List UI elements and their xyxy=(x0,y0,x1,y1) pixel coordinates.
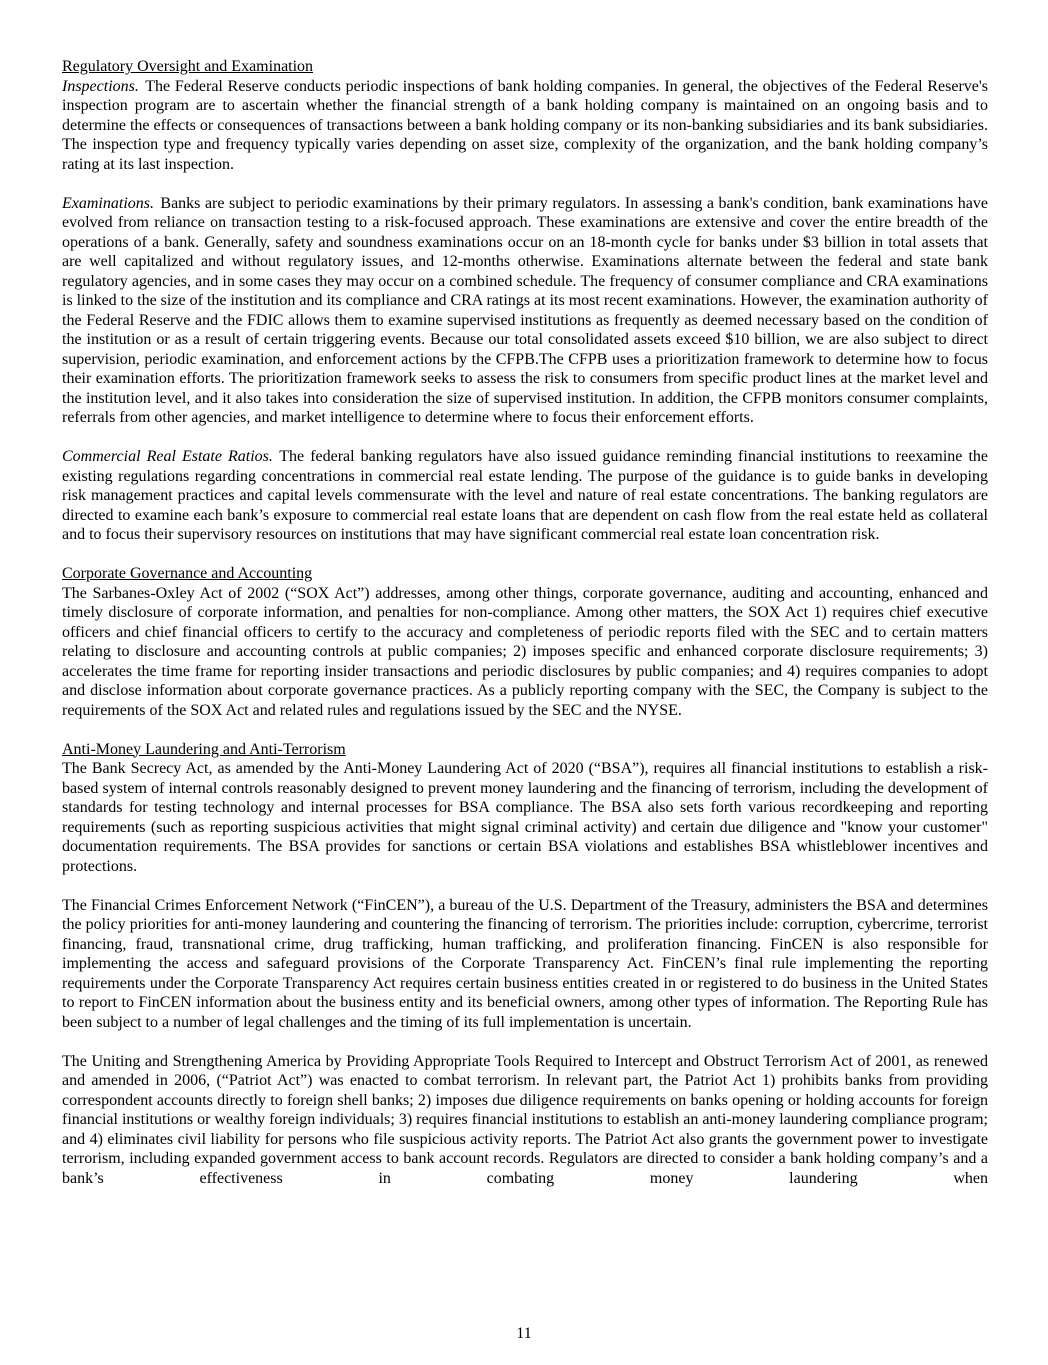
section-regulatory-oversight xyxy=(62,57,988,545)
paragraph-bank-secrecy-act xyxy=(62,759,988,876)
paragraph-inspections xyxy=(62,77,988,175)
paragraph-text: The Bank Secrecy Act, as amended by the Anti-Money Laundering Act of 2020 (“BSA”), requires all financial institutions to establish a risk-based system of internal controls reasonably designed to prevent money laundering and the financing of terrorism, including the development of standards for testing technology and internal processes for BSA compliance. The BSA also sets forth various recordkeeping and reporting requirements (such as reporting suspicious activities that might signal criminal activity) and certain due diligence and "know your customer" documentation requirements. The BSA provides for sanctions or certain BSA violations and establishes BSA whistleblower incentives and protections. xyxy=(62,760,988,875)
paragraph-commercial-real-estate-ratios xyxy=(62,447,988,545)
paragraph-text: The Sarbanes-Oxley Act of 2002 (“SOX Act”) addresses, among other things, corporate governance, auditing and accounting, enhanced and timely disclosure of corporate information, and penalties for non-compliance. Among other matters, the SOX Act 1) requires chief executive officers and chief financial officers to certify to the accuracy and completeness of periodic reports filed with the SEC and to certain matters relating to disclosure and accounting controls at public companies; 2) imposes specific and enhanced corporate disclosure requirements; 3) accelerates the time frame for reporting insider transactions and periodic disclosures by public companies; and 4) requires companies to adopt and disclose information about corporate governance practices. As a publicly reporting company with the SEC, the Company is subject to the requirements of the SOX Act and related rules and regulations issued by the SEC and the NYSE. xyxy=(62,584,988,719)
paragraph-patriot-act xyxy=(62,1052,988,1189)
paragraph-text: The Uniting and Strengthening America by Providing Appropriate Tools Required to Intercept and Obstruct Terrorism Act of 2001, as renewed and amended in 2006, (“Patriot Act”) was enacted to combat terrorism. In relevant part, the Patriot Act 1) prohibits banks from providing correspondent accounts directly to foreign shell banks; 2) imposes due diligence requirements on banks opening or holding accounts for foreign financial institutions or wealthy foreign individuals; 3) requires financial institutions to establish an anti-money laundering compliance program; and 4) eliminates civil liability for persons who file suspicious activity reports. The Patriot Act also grants the government power to investigate terrorism, including expanded government access to bank account records. Regulators are directed to consider a bank holding company’s and a bank’s effectiveness in combating money laundering when xyxy=(62,1052,988,1187)
paragraph-examinations xyxy=(62,194,988,428)
paragraph-text: The federal banking regulators have also issued guidance reminding financial institutions to reexamine the existing regulations regarding concentrations in commercial real estate lending. The purpose of the guidance is to guide banks in developing risk management practices and capital levels commensurate with the level and nature of real estate concentrations. The banking regulators are directed to examine each bank’s exposure to commercial real estate loans that are dependent on cash flow from the real estate held as collateral and to focus their supervisory resources on institutions that may have significant commercial real estate loan concentration risk. xyxy=(62,448,988,543)
paragraph-text: The Financial Crimes Enforcement Network (“FinCEN”), a bureau of the U.S. Department of the Treasury, administers the BSA and determines the policy priorities for anti-money laundering and countering the financing of terrorism. The priorities include: corruption, cybercrime, terrorist financing, fraud, transnational crime, drug trafficking, human trafficking, and proliferation financing. FinCEN is also responsible for implementing the access and safeguard provisions of the Corporate Transparency Act. FinCEN’s final rule implementing the reporting requirements under the Corporate Transparency Act requires certain business entities created in or registered to do business in the United States to report to FinCEN information about the business entity and its beneficial owners, among other types of information. The Reporting Rule has been subject to a number of legal challenges and the timing of its full implementation is uncertain. xyxy=(62,896,988,1031)
paragraph-lead: Commercial Real Estate Ratios. xyxy=(62,448,273,465)
section-heading: Anti-Money Laundering and Anti-Terrorism xyxy=(62,740,346,758)
paragraph-text: The Federal Reserve conducts periodic inspections of bank holding companies. In general, the objectives of the Federal Reserve's inspection program are to ascertain whether the financial strength of a bank holding company is maintained on an ongoing basis and to determine the effects or consequences of transactions between a bank holding company or its non-banking subsidiaries and its bank subsidiaries. The inspection type and frequency typically varies depending on asset size, complexity of the organization, and the bank holding company’s rating at its last inspection. xyxy=(62,77,988,173)
section-corporate-governance xyxy=(62,564,988,720)
paragraph-lead: Inspections. xyxy=(62,77,139,95)
paragraph-text: Banks are subject to periodic examinations by their primary regulators. In assessing a bank's condition, bank examinations have evolved from reliance on transaction testing to a risk-focused approach. These examinations are extensive and cover the entire breadth of the operations of a bank. Generally, safety and soundness examinations occur on an 18-month cycle for banks under $3 billion in total assets that are well capitalized and without regulatory issues, and 12-months otherwise. Examinations alternate between the federal and state bank regulatory agencies, and in some cases they may occur on a combined schedule. The frequency of consumer compliance and CRA examinations is linked to the size of the institution and its compliance and CRA ratings at its most recent examinations. However, the examination authority of the Federal Reserve and the FDIC allows them to examine supervised institutions as frequently as deemed necessary based on the condition of the institution or as a result of certain triggering events. Because our total consolidated assets exceed $10 billion, we are also subject to direct supervision, periodic examination, and enforcement actions by the CFPB.The CFPB uses a prioritization framework to determine how to focus their examination efforts. The prioritization framework seeks to assess the risk to consumers from specific product lines at the market level and the institution level, and it also takes into consideration the size of supervised institution. In addition, the CFPB monitors consumer complaints, referrals from other agencies, and market intelligence to determine where to focus their enforcement efforts. xyxy=(62,194,988,426)
paragraph-fincen xyxy=(62,896,988,1033)
section-heading: Regulatory Oversight and Examination xyxy=(62,58,314,75)
page-number: 11 xyxy=(516,1324,532,1342)
paragraph-sox-act xyxy=(62,584,988,721)
section-anti-money-laundering xyxy=(62,740,988,1189)
section-heading: Corporate Governance and Accounting xyxy=(62,565,313,582)
paragraph-lead: Examinations. xyxy=(62,194,154,212)
